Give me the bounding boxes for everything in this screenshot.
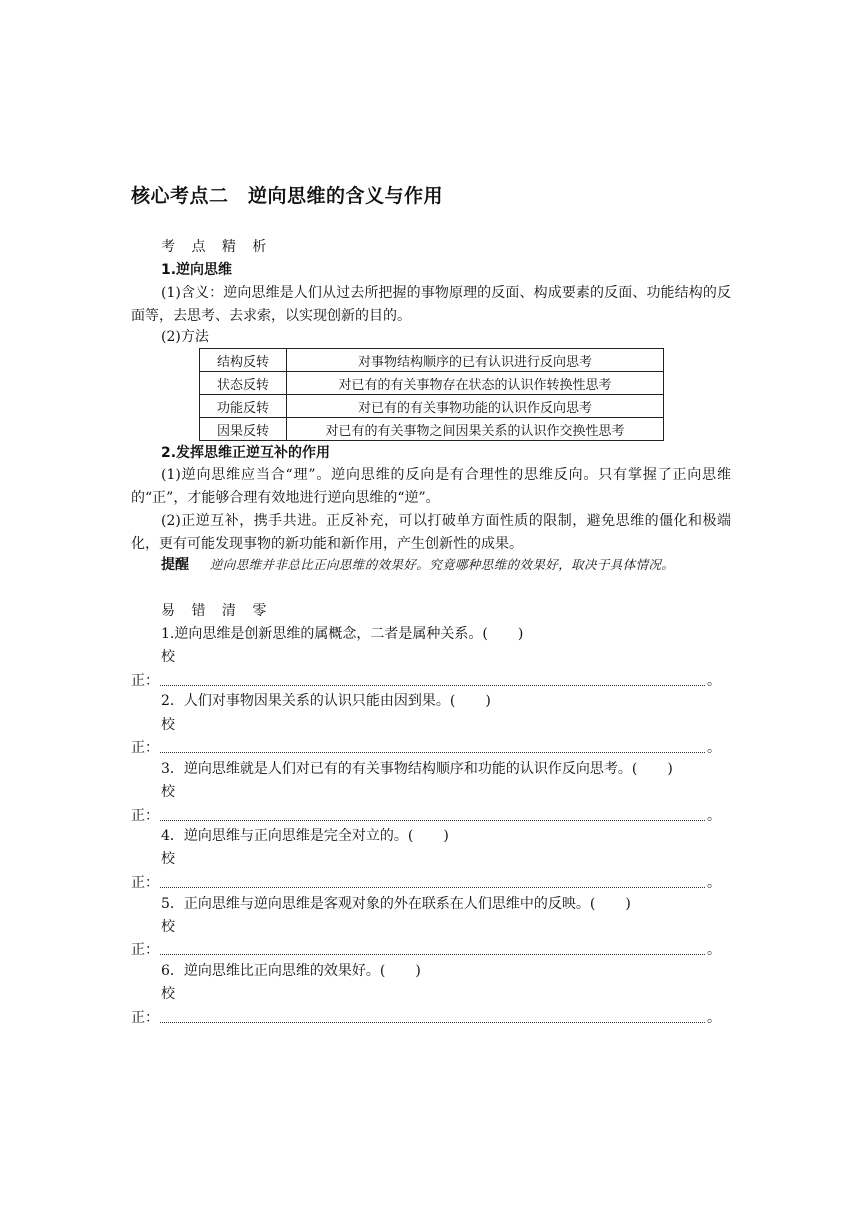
- s2-heading: 2.发挥思维正逆互补的作用: [161, 445, 331, 461]
- correction-label-top: 校: [161, 986, 175, 1002]
- error-item-close: ): [517, 626, 524, 642]
- correction-label-top: 校: [161, 851, 175, 867]
- correction-line[interactable]: [160, 887, 705, 888]
- correction-line[interactable]: [160, 820, 705, 821]
- table-row: [200, 418, 664, 441]
- table-row: [200, 349, 664, 372]
- error-item-text: 6．逆向思维比正向思维的效果好。(: [161, 963, 386, 979]
- error-item-close: ): [485, 693, 491, 709]
- method-name: 状态反转: [200, 372, 287, 395]
- s2-paragraph-2: (2)正逆互补，携手共进。正反补充，可以打破单方面性质的限制，避免思维的僵化和极端化，更有可能发现事物的新功能和新作用，产生创新性的成果。: [131, 513, 731, 552]
- error-item: [161, 897, 631, 911]
- correction-label-top: 校: [161, 784, 175, 800]
- error-item-text: 3．逆向思维就是人们对已有的有关事物结构顺序和功能的认识作反向思考。(: [161, 761, 638, 777]
- error-item-text: 5．正向思维与逆向思维是客观对象的外在联系在人们思维中的反映。(: [161, 896, 596, 912]
- table-row: [200, 372, 664, 395]
- line-end-mark: 。: [707, 942, 721, 958]
- tip: [161, 558, 674, 572]
- s2-paragraph-1: (1)逆向思维应当合“理”。逆向思维的反向是有合理性的思维反向。只有掌握了正向思维的“正”，才能够合理有效地进行逆向思维的“逆”。: [131, 467, 731, 506]
- correction-line[interactable]: [160, 752, 705, 753]
- s1-meaning: (1)含义：逆向思维是人们从过去所把握的事物原理的反面、构成要素的反面、功能结构的反面等，去思考、去求索，以实现创新的目的。: [131, 285, 731, 324]
- analysis-heading: 考 点 精 析: [161, 239, 273, 255]
- method-name: 因果反转: [200, 418, 287, 441]
- method-desc: 对事物结构顺序的已有认识进行反向思考: [287, 349, 664, 372]
- correction-label-bottom: 正：: [131, 875, 159, 891]
- methods-table: [199, 348, 664, 441]
- tip-label: 提醒: [161, 557, 189, 573]
- correction-label-bottom: 正：: [131, 673, 159, 689]
- tip-text: 逆向思维并非总比正向思维的效果好。究竟哪种思维的效果好，取决于具体情况。: [209, 557, 675, 572]
- method-desc: 对已有的有关事物之间因果关系的认识作交换性思考: [287, 418, 664, 441]
- line-end-mark: 。: [707, 875, 721, 891]
- method-desc: 对已有的有关事物存在状态的认识作转换性思考: [287, 372, 664, 395]
- correction-label-top: 校: [161, 649, 175, 665]
- error-item: [161, 762, 673, 776]
- error-item: [161, 627, 523, 641]
- table-row: [200, 395, 664, 418]
- errors-heading: 易 错 清 零: [161, 603, 273, 619]
- correction-label-bottom: 正：: [131, 1010, 159, 1026]
- correction-label-top: 校: [161, 717, 175, 733]
- error-item: [161, 829, 449, 843]
- error-item-close: ): [443, 828, 449, 844]
- error-item-close: ): [415, 963, 421, 979]
- correction-line[interactable]: [160, 954, 705, 955]
- method-name: 结构反转: [200, 349, 287, 372]
- correction-label-bottom: 正：: [131, 942, 159, 958]
- correction-label-bottom: 正：: [131, 808, 159, 824]
- correction-line[interactable]: [160, 1022, 705, 1023]
- s1-heading: 1.逆向思维: [161, 262, 233, 278]
- section-title: 核心考点二 逆向思维的含义与作用: [131, 185, 444, 207]
- method-desc: 对已有的有关事物功能的认识作反向思考: [287, 395, 664, 418]
- error-item: [161, 964, 421, 978]
- error-item-text: 1.逆向思维是创新思维的属概念，二者是属种关系。(: [161, 626, 488, 642]
- error-item: [161, 694, 491, 708]
- error-item-close: ): [625, 896, 631, 912]
- error-item-close: ): [667, 761, 673, 777]
- method-name: 功能反转: [200, 395, 287, 418]
- correction-label-top: 校: [161, 919, 175, 935]
- error-item-text: 4．逆向思维与正向思维是完全对立的。(: [161, 828, 414, 844]
- line-end-mark: 。: [707, 808, 721, 824]
- line-end-mark: 。: [707, 740, 721, 756]
- line-end-mark: 。: [707, 1010, 721, 1026]
- error-item-text: 2．人们对事物因果关系的认识只能由因到果。(: [161, 693, 456, 709]
- line-end-mark: 。: [707, 673, 721, 689]
- s1-method-label: (2)方法: [161, 329, 209, 345]
- correction-line[interactable]: [160, 685, 705, 686]
- correction-label-bottom: 正：: [131, 740, 159, 756]
